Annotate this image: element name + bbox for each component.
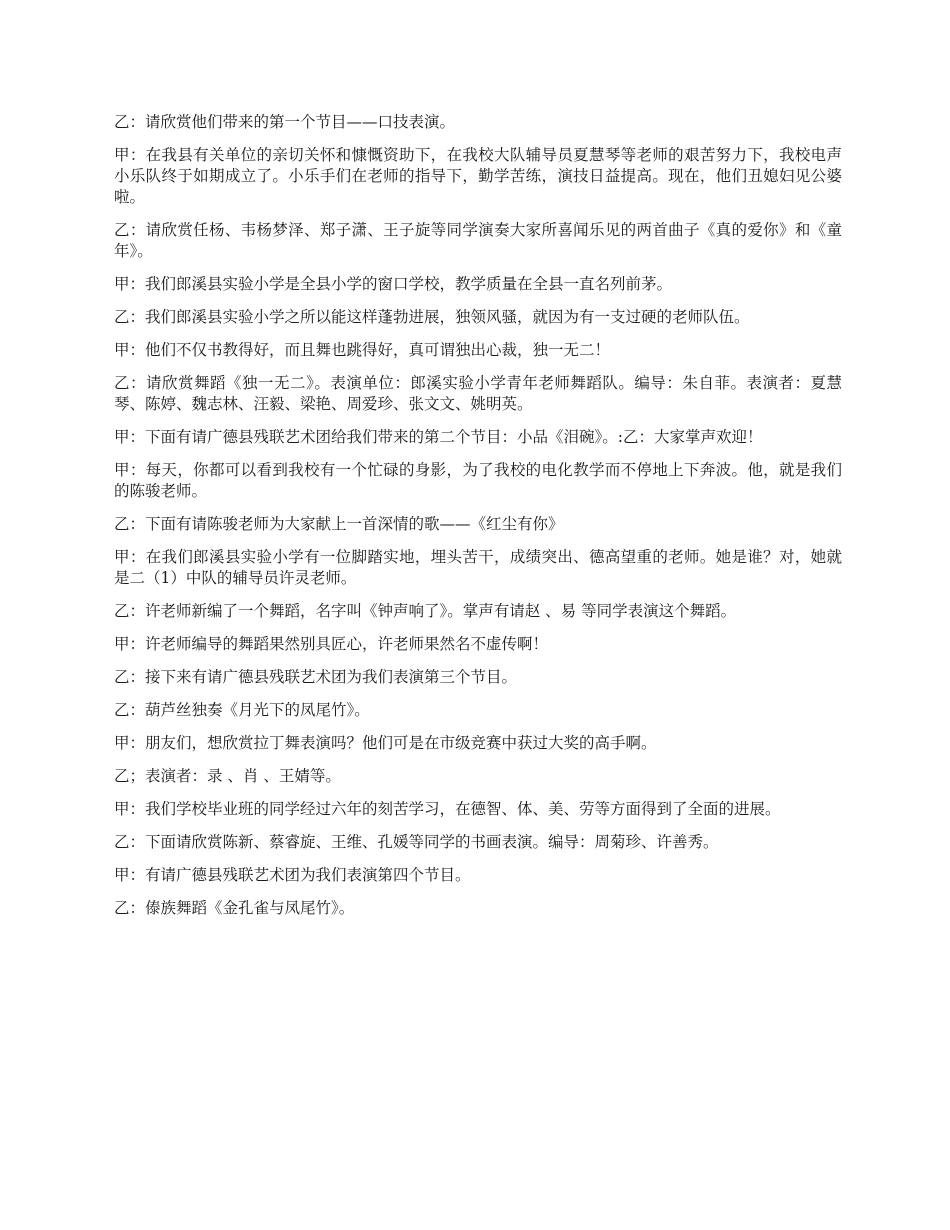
dialogue-paragraph-12: 乙：许老师新编了一个舞蹈，名字叫《钟声响了》。掌声有请赵 、易 等同学表演这个舞蹈。: [114, 602, 737, 620]
dialogue-paragraph-15: 乙：葫芦丝独奏《月光下的凤尾竹》。: [114, 701, 370, 719]
dialogue-paragraph-2: 甲：在我县有关单位的亲切关怀和慷慨资助下，在我校大队辅导员夏慧琴等老师的艰苦努力下，我校电声小乐队终于如期成立了。小乐手们在老师的指导下，勤学苦练，演技日益提高。现在，他们丑媳妇见公婆啦。: [114, 146, 842, 206]
dialogue-paragraph-1: 乙：请欣赏他们带来的第一个节目——口技表演。: [114, 113, 456, 131]
dialogue-paragraph-7: 乙：请欣赏舞蹈《独一无二》。表演单位：郎溪实验小学青年老师舞蹈队。编导：朱自菲。表演者：夏慧琴、陈婷、魏志林、汪毅、梁艳、周爱珍、张文文、姚明英。: [114, 374, 842, 413]
dialogue-paragraph-19: 乙：下面请欣赏陈新、蔡睿旋、王维、孔媛等同学的书画表演。编导：周菊珍、许善秀。: [114, 833, 719, 851]
dialogue-paragraph-20: 甲：有请广德县残联艺术团为我们表演第四个节目。: [114, 866, 471, 884]
dialogue-paragraph-17: 乙；表演者：录 、肖 、王婧等。: [114, 767, 341, 785]
dialogue-paragraph-16: 甲：朋友们，想欣赏拉丁舞表演吗？他们可是在市级竞赛中获过大奖的高手啊。: [114, 734, 657, 752]
dialogue-paragraph-13: 甲：许老师编导的舞蹈果然别具匠心，许老师果然名不虚传啊！: [114, 635, 549, 653]
dialogue-paragraph-3: 乙：请欣赏任杨、韦杨梦泽、郑子潇、王子旋等同学演奏大家所喜闻乐见的两首曲子《真的爱你》和《童年》。: [114, 221, 842, 260]
dialogue-paragraph-11: 甲：在我们郎溪县实验小学有一位脚踏实地，埋头苦干，成绩突出、德高望重的老师。她是谁？对，她就是二（1）中队的辅导员许灵老师。: [114, 548, 842, 587]
dialogue-paragraph-9: 甲：每天，你都可以看到我校有一个忙碌的身影，为了我校的电化教学而不停地上下奔波。他，就是我们的陈骏老师。: [114, 461, 842, 500]
dialogue-paragraph-4: 甲：我们郎溪县实验小学是全县小学的窗口学校，教学质量在全县一直名列前茅。: [114, 275, 673, 293]
dialogue-paragraph-10: 乙：下面有请陈骏老师为大家献上一首深情的歌——《红尘有你》: [114, 515, 564, 533]
dialogue-paragraph-8: 甲：下面有请广德县残联艺术团给我们带来的第二个节目：小品《泪碗》。:乙：大家掌声欢迎！: [114, 428, 763, 446]
dialogue-paragraph-14: 乙：接下来有请广德县残联艺术团为我们表演第三个节目。: [114, 668, 518, 686]
dialogue-paragraph-6: 甲：他们不仅书教得好，而且舞也跳得好，真可谓独出心裁，独一无二！: [114, 341, 611, 359]
dialogue-paragraph-5: 乙：我们郎溪县实验小学之所以能这样蓬勃进展，独领风骚，就因为有一支过硬的老师队伍。: [114, 308, 750, 326]
document-body: [114, 112, 842, 931]
dialogue-paragraph-21: 乙：傣族舞蹈《金孔雀与凤尾竹》。: [114, 899, 355, 917]
dialogue-paragraph-18: 甲：我们学校毕业班的同学经过六年的刻苦学习，在德智、体、美、劳等方面得到了全面的进展。: [114, 800, 781, 818]
